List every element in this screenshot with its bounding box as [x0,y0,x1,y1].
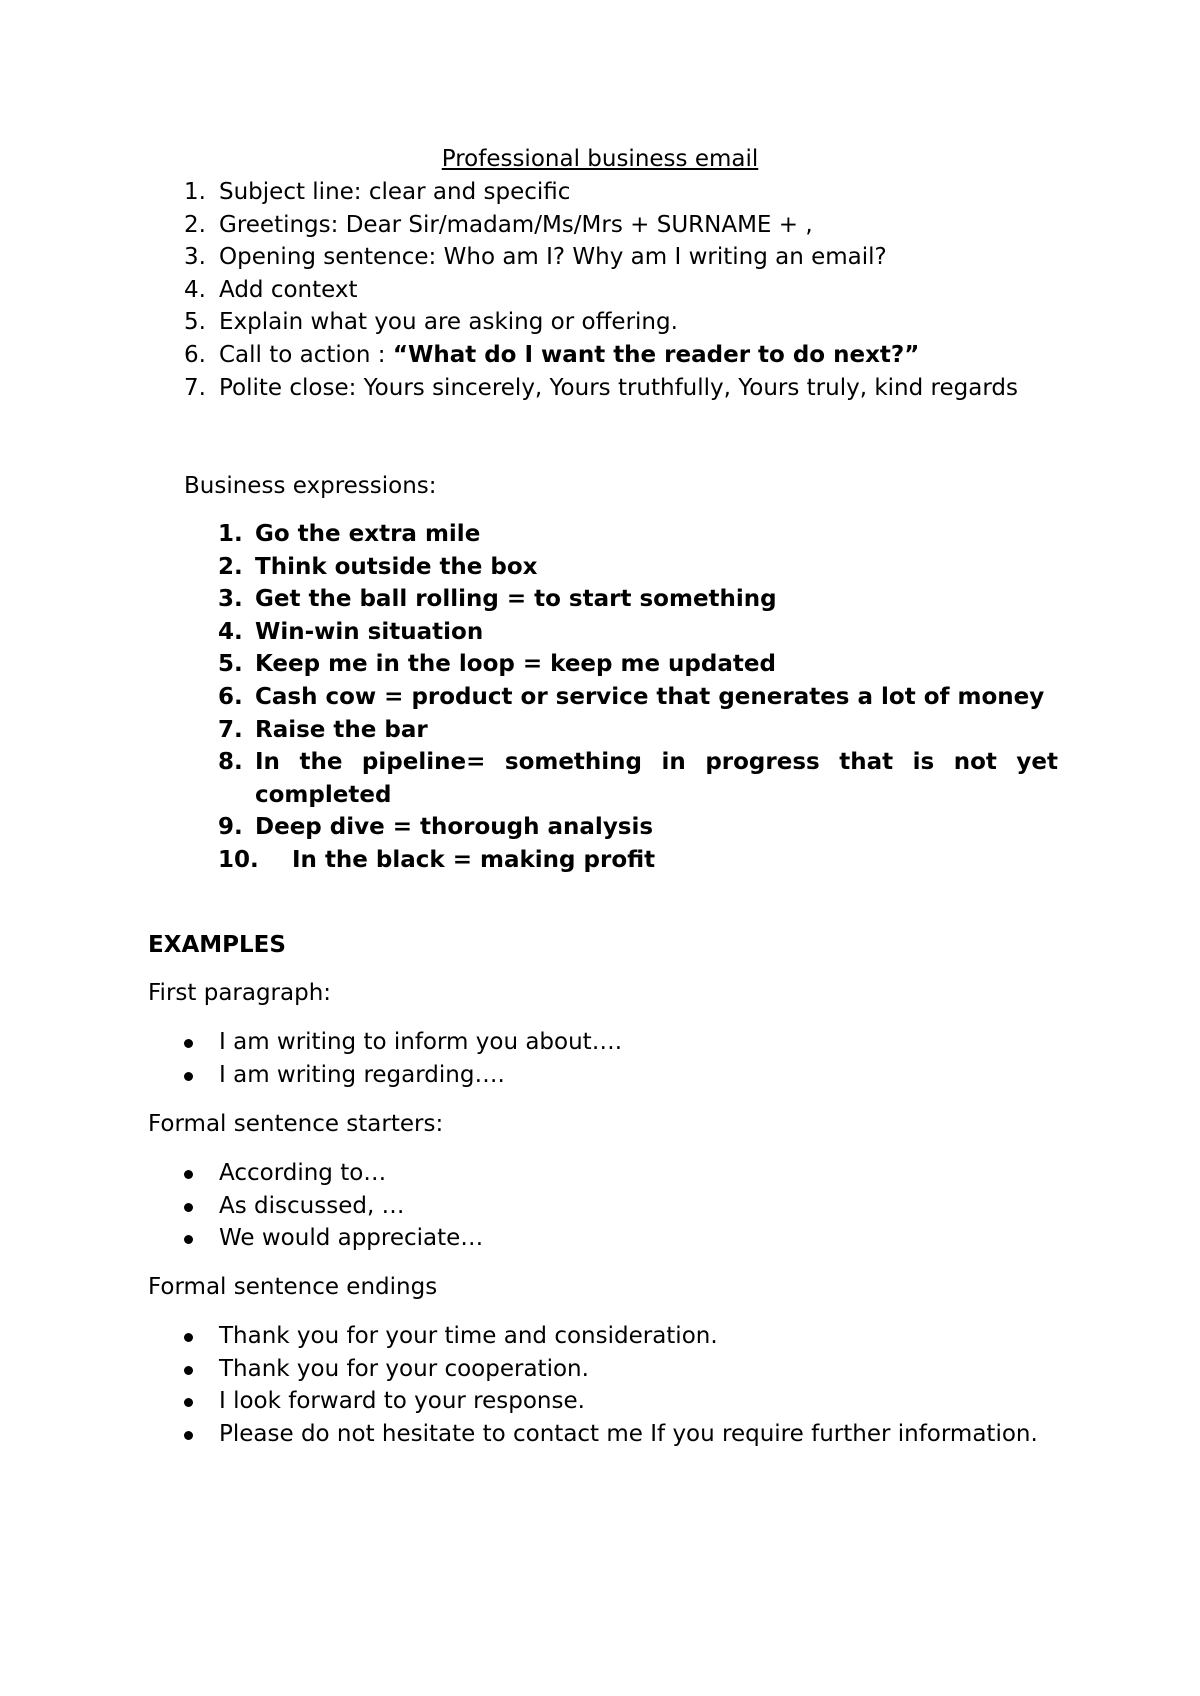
list-item [180,811,1058,844]
list-item-text: Keep me in the loop = keep me updated [255,651,776,678]
list-item-text: Greetings: Dear Sir/madam/Ms/Mrs + SURNAME + , [219,211,813,238]
list-number: 3. [218,586,243,613]
list-item-text: Thank you for your time and consideration. [219,1323,718,1349]
first-paragraph-list [148,1026,1058,1091]
list-number: 9. [218,814,243,841]
list-item-text: I am writing regarding…. [219,1061,505,1088]
list-item-text: Opening sentence: Who am I? Why am I writing an email? [219,244,887,271]
bullet-icon [184,1333,193,1342]
list-number: 7. [184,374,206,401]
list-item [180,518,1058,551]
list-number: 5. [184,309,206,336]
list-item [148,209,1058,242]
list-item [180,551,1058,584]
list-item [148,1157,1058,1190]
list-item [148,1190,1058,1223]
list-number: 4. [184,276,206,303]
list-item [180,844,1058,877]
document-title: Professional business email [441,146,759,172]
email-steps-list [148,176,1058,404]
list-item [148,176,1058,209]
list-item-text: Subject line: clear and specific [219,179,571,205]
list-item-text: Deep dive = thorough analysis [255,814,654,841]
list-item-text: We would appreciate… [219,1225,484,1252]
bullet-icon [184,1039,193,1048]
list-number: 1. [218,521,243,547]
list-item-text: Call to action : [219,341,393,368]
bullet-icon [184,1366,193,1375]
starters-list [148,1157,1058,1255]
list-item [148,1222,1058,1255]
list-number: 2. [184,211,206,238]
list-item-text: Win-win situation [255,618,484,645]
list-item [148,1385,1058,1418]
list-item [148,274,1058,307]
endings-heading: Formal sentence endings [148,1274,438,1300]
list-item [180,616,1058,649]
list-number: 7. [218,716,243,743]
list-item-text: Add context [219,276,358,303]
endings-list [148,1320,1058,1450]
list-item [148,306,1058,339]
list-item [148,1320,1058,1353]
list-number: 10. [218,846,259,873]
list-item [148,1026,1058,1059]
list-number: 6. [218,683,243,710]
list-number: 8. [218,749,243,776]
list-item-text: Raise the bar [255,716,428,743]
list-number: 5. [218,651,243,678]
list-item-text: Please do not hesitate to contact me If you require further information. [219,1420,1038,1447]
list-item-text: In the black = making profit [292,846,656,873]
list-item-text: I look forward to your response. [219,1388,585,1415]
list-item [180,648,1058,681]
bullet-icon [184,1203,193,1212]
list-number: 1. [184,179,206,205]
list-item-text: Get the ball rolling = to start something [255,586,777,613]
bullet-icon [184,1170,193,1179]
list-item-text: Go the extra mile [255,521,481,547]
list-item [148,1059,1058,1092]
list-number: 4. [218,618,243,645]
list-item [148,1418,1058,1451]
business-expressions-heading: Business expressions: [184,473,437,499]
list-item-text: As discussed, … [219,1192,405,1219]
first-paragraph-heading: First paragraph: [148,980,332,1006]
list-item [148,372,1058,405]
list-item [180,583,1058,616]
list-item-text: In the pipeline= something in progress that is not yet completed [255,749,1058,808]
bullet-icon [184,1235,193,1244]
bullet-icon [184,1072,193,1081]
list-item-text: Thank you for your cooperation. [219,1355,589,1382]
list-item-text: Think outside the box [255,553,538,580]
list-item-text: Cash cow = product or service that generates a lot of money [255,683,1045,710]
list-number: 2. [218,553,243,580]
list-item [180,714,1058,747]
list-item-text: Polite close: Yours sincerely, Yours truthfully, Yours truly, kind regards [219,374,1018,401]
list-number: 6. [184,341,206,368]
bullet-icon [184,1398,193,1407]
list-item-text: Explain what you are asking or offering. [219,309,678,336]
list-item [180,681,1058,714]
list-item [148,339,1058,372]
examples-heading: EXAMPLES [148,932,286,958]
list-item-text: According to… [219,1160,387,1186]
list-item [148,1353,1058,1386]
call-to-action-quote: “What do I want the reader to do next?” [392,341,920,368]
list-item-text: I am writing to inform you about…. [219,1029,623,1055]
bullet-icon [184,1431,193,1440]
list-item [180,746,1058,811]
list-item [148,241,1058,274]
starters-heading: Formal sentence starters: [148,1111,444,1137]
business-expressions-list [180,518,1058,877]
list-number: 3. [184,244,206,271]
